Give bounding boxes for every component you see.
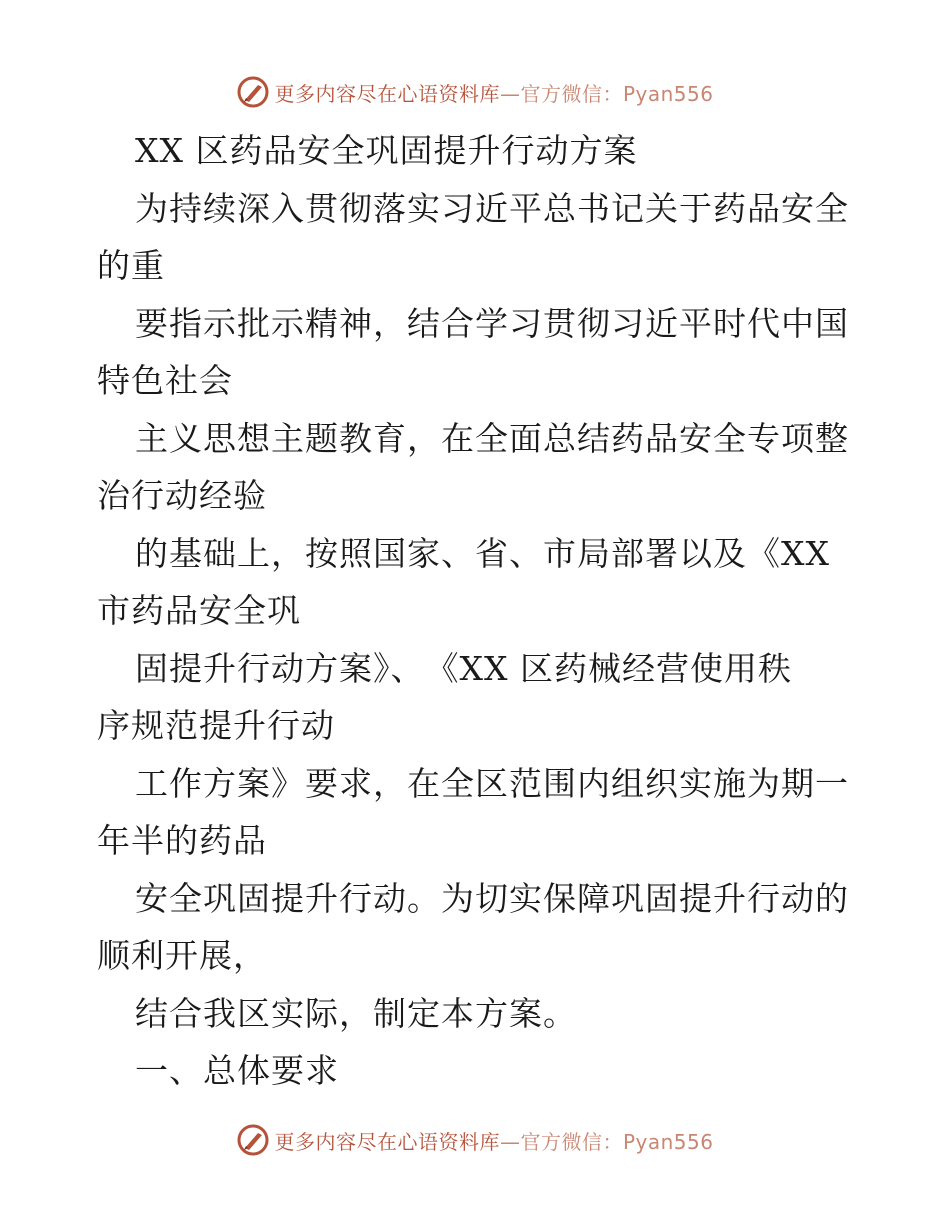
- paragraph-line: 工作方案》要求，在全区范围内组织实施为期一: [135, 763, 849, 803]
- watermark-separator: —: [499, 81, 521, 106]
- paragraph-line: 年半的药品: [97, 821, 267, 860]
- watermark-separator: —: [499, 1129, 521, 1154]
- watermark-footer: [0, 1120, 950, 1160]
- watermark-contact: 官方微信：Pyan556: [520, 81, 714, 106]
- paragraph-line: 序规范提升行动: [97, 706, 335, 745]
- document-body: [0, 122, 950, 1100]
- watermark-header: [0, 72, 950, 112]
- paragraph-line: 固提升行动方案》、 《XX 区药械经营使用秩: [135, 648, 792, 688]
- pen-seal-icon: [236, 75, 270, 109]
- paragraph-line: 特色社会: [97, 361, 233, 400]
- paragraph-line: 的重: [97, 246, 165, 285]
- watermark-text: [274, 78, 713, 107]
- paragraph-line: 顺利开展，: [97, 936, 267, 975]
- paragraph-line: 要指示批示精神，结合学习贯彻习近平时代中国: [135, 303, 849, 343]
- document-title: XX 区药品安全巩固提升行动方案: [135, 131, 638, 170]
- pen-seal-icon: [236, 1123, 270, 1157]
- watermark-main-text: 更多内容尽在心语资料库: [274, 1129, 500, 1154]
- watermark-text: [274, 1126, 713, 1155]
- paragraph-line: 结合我区实际，制定本方案。: [135, 993, 577, 1033]
- watermark-main-text: 更多内容尽在心语资料库: [274, 81, 500, 106]
- paragraph-line: 为持续深入贯彻落实习近平总书记关于药品安全: [135, 188, 849, 228]
- section-heading: 一、总体要求: [135, 1051, 339, 1090]
- watermark-contact: 官方微信：Pyan556: [520, 1129, 714, 1154]
- paragraph-line: 的基础上，按照国家、省、市局部署以及《XX: [135, 533, 830, 573]
- paragraph-line: 治行动经验: [97, 476, 267, 515]
- paragraph-line: 主义思想主题教育，在全面总结药品安全专项整: [135, 418, 849, 458]
- paragraph-line: 市药品安全巩: [97, 591, 301, 630]
- paragraph-line: 安全巩固提升行动。为切实保障巩固提升行动的: [135, 878, 849, 918]
